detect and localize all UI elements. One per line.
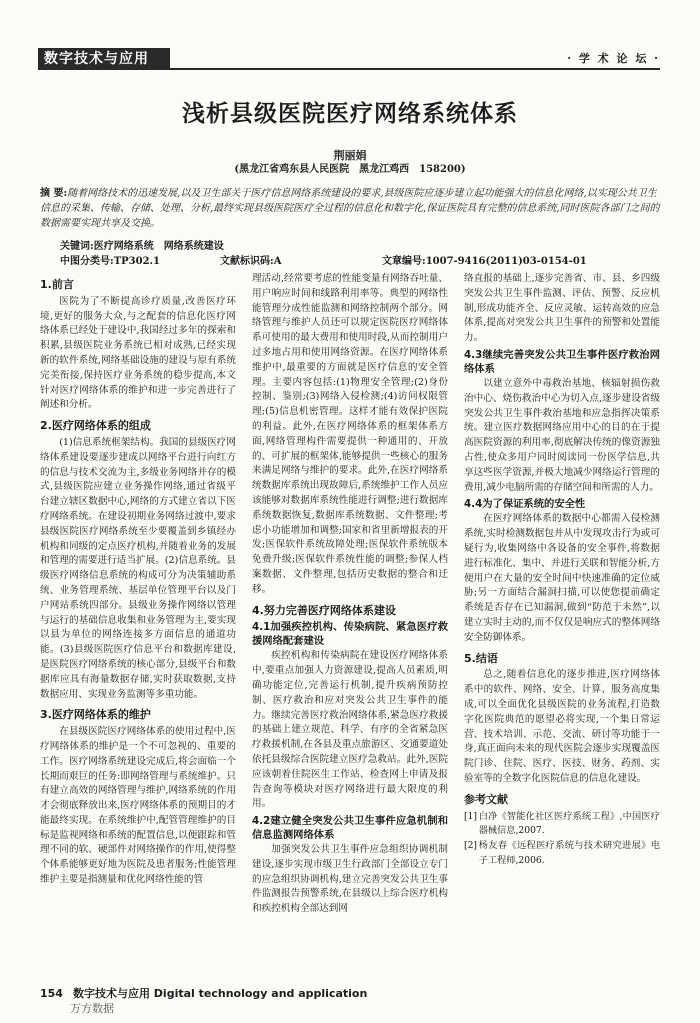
paragraph: 疾控机构和传染病院在建设医疗网络体系中,要重点加强人力资源建设,提高人员素质,明确功能定位,完善运行机制,提升疾病预防控制、医疗救治和应对突发公共卫生事件的能力。继续完善医疗救治网络体系,紧急医疗救援的基础上建立规范、科学、有序的全省紧急医疗救援机制,在各县及重点旅游区、交通要道处依托县级综合医院建立医疗急救站。此外,医院应该朝着住院医生工作站、检查网上申请及报告查询等模块对医疗网络进行最大限度的利用。 [252, 650, 448, 810]
paragraph: (1)信息系统框架结构。我国的县级医疗网络体系建设要逐步建成以网络平台进行向红方的信息与技术交流为主,多级业务网络并存的模式,县级医院应建立业务操作网络,通过省级平台建立辖区数据中心,网络的方式建立省以下医疗网络系统。在建设初期业务网络过渡中,要求县级医院医疗网络系统至少要覆盖到乡镇经办机构和同级的定点医疗机构,并随着业务的发展和管理的需要进行适当扩展。(2)信息系统。县级医疗网络信息系统的构成可分为决策辅助系统、业务管理系统、基层单位管理平台以及门户网站系统四部分。县级业务操作网络以管理与运行的基础信息收集和业务管理为主,要实现以县为单位的网络连接多方面信息的通道功能。(3)县级医院医疗信息平台和数据库建设,是医院医疗网络系统的核心部分,县级平台和数据库应具有海量数据存储,实时获取数据,支持数据应用、实现业务监测等多重功能。 [40, 436, 236, 700]
paragraph: 络直报的基础上,逐步完善省、市、县、乡四级突发公共卫生事件监测、评估、预警、反应机制,形成功能齐全、反应灵敏、运转高效的应急体系,提高对突发公共卫生事件的预警和处置能力。 [464, 273, 660, 344]
reference-item [464, 810, 660, 840]
clc-number: 中图分类号:TP302.1 [60, 256, 160, 267]
paragraph: 加强突发公共卫生事件应急组织协调机制建设,逐步实现市级卫生行政部门全部设立专门的应急组织协调机构,建立完善突发公共卫生事件监测报告预警系统,在县级以上综合医疗机构和疾控机构全部达到网 [252, 844, 448, 915]
footer-journal: 数字技术与应用 Digital technology and application [72, 987, 368, 1000]
paragraph: 以建立意外中毒救治基地、核辐射损伤救治中心、烧伤救治中心为切入点,逐步建设省级突发公共卫生事件救治基地和应急指挥决策系统。建立医疗数据网络应用中心的目的在于提高医院资源的利用率,彻底解决传统的像资源独占性,使众多用户同时阅读同一份医学信息,共享这些医学资源,并极大地减少网络运行管理的费用,减少电脑所需的存储空间和所需的人力。 [464, 377, 660, 493]
column-2 [252, 272, 448, 972]
document-code: 文献标识码:A [220, 256, 282, 267]
heading-1: 1.前言 [40, 278, 74, 291]
heading-4-2: 4.2建立健全突发公共卫生事件应急机制和信息监测网络体系 [252, 815, 448, 842]
paper-title: 浅析县级医院医疗网络系统体系 [182, 100, 518, 127]
page-number: 154 [40, 987, 63, 1000]
article-number: 文章编号:1007-9416(2011)03-0154-01 [382, 256, 587, 267]
section-tag: 数字技术与应用 [38, 48, 170, 70]
references-title: 参考文献 [464, 792, 508, 806]
page-footer [40, 985, 367, 1001]
paragraph: 在医疗网络体系的数据中心都需入侵检测系统,实时检测数据包并从中发现攻击行为或可疑行为,收集网络中各设备的安全事件,将数据进行标准化、集中、并进行关联和智能分析,方便用户在大量的安全时间中快速准确的定位威胁;另一方面结合漏洞扫描,可以使您提前确定系统是否存在已知漏洞,做到“防范于未然”,以建立实时主动的,而不仅仅是响应式的整体网络安全防御体系。 [464, 513, 660, 643]
column-1 [40, 272, 236, 972]
reference-item [464, 839, 660, 869]
column-3 [464, 272, 660, 972]
heading-2: 2.医疗网络体系的组成 [40, 419, 151, 433]
heading-4-4: 4.4为了保证系统的安全性 [464, 498, 586, 511]
paragraph: 理活动,经常要考虑的性能变量有网络吞吐量、用户响应时间和线路利用率等。典型的网络性能管理分成性能监测和网络控制两个部分。网络管理与维护人员还可以规定医院医疗网络体系可使用的最大费用和使用时段,从而控制用户过多地占用和使用网络资源。在医疗网络体系维护中,最重要的方面就是医疗信息的安全管理。主要内容包括:(1)物理安全管理;(2)身份控制、鉴别;(3)网络入侵检测;(4)访问权限管理;(5)信息机密管理。这样才能有效保护医院的利益。此外,在医疗网络体系的框架体系方面,网络管理构件需要提供一种通用的、开放的、可扩展的框架体,能够提供一些核心的服务来满足网络与维护的要求。此外,在医疗网络系统数据库系统出现故障后,系统维护工作人员应该能够对数据库系统性能进行调整;进行数据库系统数据恢复,数据库系统数据、文件整理;考虑小功能增加和调整;国家和省里新增报表的开发;医保软件系统故障处理;医保软件系统版本免费升级;医保软件系统性能的调整;参保人档案数据、文件整理,包括历史数据的整合和迁移。 [252, 273, 448, 595]
abstract [40, 186, 660, 231]
author: 荆丽娟 [333, 149, 367, 162]
watermark: 万方数据 [70, 1002, 114, 1015]
reference-number: [1] [464, 810, 478, 822]
keywords: 关键词:医疗网络系统 网络系统建设 [60, 241, 224, 252]
heading-5: 5.结语 [464, 651, 498, 665]
paragraph: 总之,随着信息化的逐步推进,医疗网络体系中的软件、网络、安全、计算、服务高度集成,可以全面优化县级医院的业务流程,打造数字化医院典范的愿望必将实现,一个集日常运营、技术培训、示范、交流、研讨等功能于一身,真正面向未来的现代医院会逐步实现覆盖医院门诊、住院、医疗、医技、财务、药剂、实验室等的全数字化医院信息的信息化建设。 [464, 669, 660, 784]
paragraph: 在县级医院医疗网络体系的使用过程中,医疗网络体系的维护是一个不可忽视的、重要的工作。医疗网络系统建设完成后,将会面临一个长期而艰巨的任务:即网络管理与系统维护。只有建立高效的网络管理与维护,网络系统的作用才会彻底释放出来,医疗网络体系的预期目的才能最终实现。在系统维护中,配管管理维护的目标是监视网络和系统的配置信息,以便跟踪和管理不同的软、硬部件对网络操作的作用,使得整个体系能够更好地为医院及患者服务;性能管理维护主要是指测量和优化网络性能的管 [40, 726, 236, 886]
reference-text: 杨友春《远程医疗系统与技术研究进展》电子工程师,2006. [478, 840, 660, 866]
paragraph: 医院为了不断提高诊疗质量,改善医疗环境,更好的服务大众,与之配套的信息化医疗网络体系已经处于建设中,我国经过多年的探索和积累,县级医院业务系统已相对成熟,已经实现新的软件系统,网络基础设施的建设与原有系统完美衔接,保持医疗业务系统的稳步提高,本文针对医疗网络体系的维护和进一步完善进行了阐述和分析。 [40, 295, 236, 411]
abstract-text: 随着网络技术的迅速发展,以及卫生部关于医疗信息网络系统建设的要求,县级医院应逐步建立起功能强大的信息化网络,以实现公共卫生信息的采集、传输、存储、处理、分析,最终实现县级医院医疗全过程的信息化和数字化,保证医院具有完整的信息系统,同时医院各部门之间的数据需要实现共享及交换。 [40, 188, 660, 229]
heading-4-3: 4.3继续完善突发公共卫生事件医疗救治网络体系 [464, 348, 660, 375]
heading-4: 4.努力完善医疗网络体系建设 [252, 603, 396, 617]
abstract-label: 摘 要: [40, 188, 68, 199]
affiliation: (黑龙江省鸡东县人民医院 黑龙江鸡西 158200) [234, 164, 466, 175]
header-rule [170, 68, 660, 70]
heading-4-1: 4.1加强疾控机构、传染病院、紧急医疗救援网络配套建设 [252, 621, 448, 648]
heading-3: 3.医疗网络体系的维护 [40, 708, 151, 722]
reference-text: 白净《智能化社区医疗系统工程》,中国医疗器械信息,2007. [478, 810, 660, 837]
reference-number: [2] [464, 840, 478, 852]
section-label: · 学 术 论 坛 · [567, 52, 660, 65]
